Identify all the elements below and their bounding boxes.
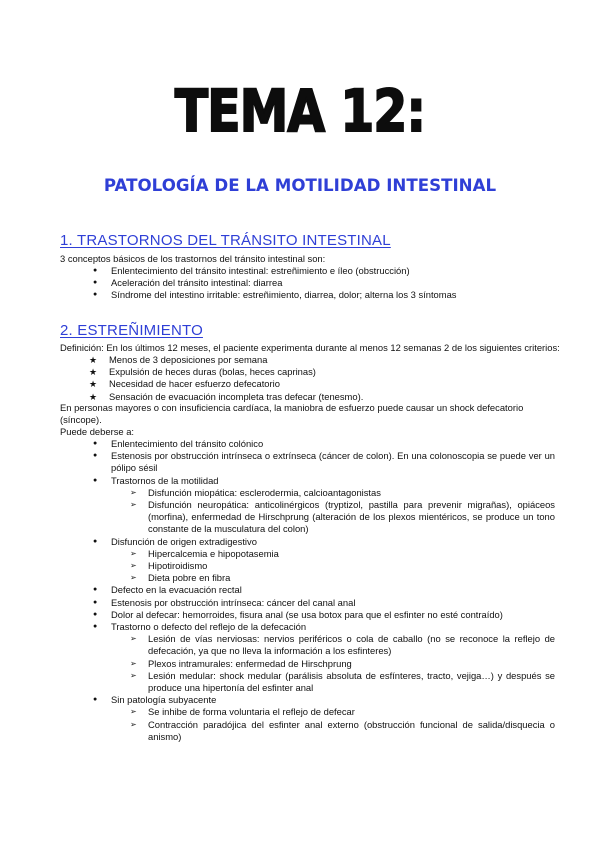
arrow-icon: ➢ — [130, 487, 137, 497]
bullet-icon: ● — [93, 267, 98, 274]
list-item: ● Defecto en la evacuación rectal — [93, 584, 242, 596]
arrow-icon: ➢ — [130, 500, 137, 510]
bullet-icon: ● — [93, 476, 98, 484]
criteria-list — [89, 354, 549, 403]
list-item: ➢ Dieta pobre en fibra — [130, 572, 231, 584]
causes-list — [93, 438, 555, 743]
arrow-icon: ➢ — [130, 658, 137, 668]
list-item: ● Sin patología subyacente ➢ Se inhibe de forma voluntaria el reflejo de defecar ➢ Contracción paradójica del esfinter anal externo (obstrucción funcional de salida/disquecia o anismo) — [93, 694, 555, 742]
list-item: ➢ Se inhibe de forma voluntaria el reflejo de defecar — [130, 706, 355, 718]
list-item: ➢ Lesión de vías nerviosas: nervios periféricos o cola de caballo (no se reconoce la reflejo de defecación, ya que no lleva la información a los esfinteres) — [130, 633, 555, 657]
list-item: ➢ Disfunción miopática: esclerodermia, calcioantagonistas — [130, 486, 381, 498]
list-item: ➢ Hipotiroidismo — [130, 560, 208, 572]
bullet-icon: ● — [93, 598, 98, 606]
list-item: ★ Menos de 3 deposiciones por semana — [89, 354, 268, 365]
motility-sublist — [130, 486, 555, 536]
list-item: ● Trastorno o defecto del reflejo de la defecación ➢ Lesión de vías nerviosas: nervios periféricos o cola de caballo (no se reconoce la reflejo de defecación, ya que no lleva la información a los esfinteres) ➢ Plexos intramurales: enfermedad de Hirschprung ➢ Lesión medular: shock medular (parálisis absoluta de esfínteres, tracto, vejiga…) y después se produce una hipertonía del esfinter anal — [93, 621, 555, 694]
section-2-heading: 2. ESTREÑIMIENTO — [60, 322, 203, 339]
arrow-icon: ➢ — [130, 719, 137, 729]
list-item: ● Disfunción de origen extradigestivo ➢ Hipercalcemia e hipopotasemia ➢ Hipotiroidismo ➢ Dieta pobre en fibra — [111, 536, 555, 585]
list-item: ➢ Hipercalcemia e hipopotasemia — [130, 547, 279, 559]
list-item: ★ Sensación de evacuación incompleta tras defecar (tenesmo). — [89, 390, 364, 402]
arrow-icon: ➢ — [130, 548, 137, 558]
causes-intro: Puede deberse a: — [60, 426, 135, 437]
definition-text: Definición: En los últimos 12 meses, el paciente experimenta durante al menos 12 semanas 2 de los siguientes criterios: — [60, 342, 560, 353]
bullet-icon: ● — [93, 291, 98, 299]
subtitle: PATOLOGÍA DE LA MOTILIDAD INTESTINAL — [103, 176, 497, 196]
star-icon: ★ — [89, 367, 98, 378]
list-item: ★ Expulsión de heces duras (bolas, heces caprinas) — [89, 366, 316, 378]
arrow-icon: ➢ — [130, 707, 137, 717]
extradigestive-sublist — [130, 547, 555, 585]
main-title: TEMA 12: — [174, 77, 426, 145]
no-pathology-sublist — [130, 706, 555, 743]
arrow-icon: ➢ — [130, 573, 137, 583]
arrow-icon: ➢ — [130, 634, 137, 644]
bullet-icon: ● — [93, 696, 98, 704]
bullet-icon: ● — [93, 610, 98, 618]
section-1-heading: 1. TRASTORNOS DEL TRÁNSITO INTESTINAL — [60, 232, 391, 249]
list-item: ➢ Plexos intramurales: enfermedad de Hirschprung — [130, 657, 352, 669]
list-item: ● Estenosis por obstrucción intrínseca o extrínseca (cáncer de colon). En una colonoscopia se puede ver un pólipo sésil — [93, 450, 555, 474]
section-1-intro: 3 conceptos básicos de los trastornos del tránsito intestinal son: — [60, 253, 326, 264]
list-item: ● Dolor al defecar: hemorroides, fisura anal (se usa botox para que el esfinter no esté contraído) — [93, 608, 503, 620]
list-item: ★ Necesidad de hacer esfuerzo defecatorio — [89, 378, 280, 390]
list-item: ➢ Contracción paradójica del esfinter anal externo (obstrucción funcional de salida/disquecia o anismo) — [130, 718, 555, 742]
list-item: ● Enlentecimiento del tránsito colónico — [93, 438, 264, 449]
bullet-icon: ● — [93, 440, 98, 447]
star-icon: ★ — [89, 391, 98, 402]
reflex-sublist — [130, 633, 555, 694]
list-item: ● Síndrome del intestino irritable: estreñimiento, diarrea, dolor; alterna los 3 síntomas — [93, 289, 457, 301]
list-item: ● Aceleración del tránsito intestinal: diarrea — [93, 277, 283, 289]
star-icon: ★ — [89, 355, 98, 365]
bullet-icon: ● — [93, 586, 98, 594]
arrow-icon: ➢ — [130, 561, 137, 571]
list-item: ● Trastornos de la motilidad ➢ Disfunción miopática: esclerodermia, calcioantagonistas ➢ Disfunción neuropática: anticolinérgicos (tryptizol, pastilla para prevenir migrañas), opiáceos (morfina), enfermedad de Hirschprung (alteración de los plexos mientéricos, se produce un tono constante de la musculatura del colon) — [93, 474, 555, 535]
bullet-icon: ● — [93, 279, 98, 287]
list-item: ● Enlentecimiento del tránsito intestinal: estreñimiento e íleo (obstrucción) — [93, 265, 410, 276]
bullet-icon: ● — [93, 623, 98, 631]
section-1-list — [93, 265, 551, 302]
list-item: ➢ Disfunción neuropática: anticolinérgicos (tryptizol, pastilla para prevenir migrañas), opiáceos (morfina), enfermedad de Hirschprung (alteración de los plexos mientéricos, se produce un tono constante de la musculatura del colon) — [130, 499, 555, 535]
star-icon: ★ — [89, 379, 98, 390]
arrow-icon: ➢ — [130, 670, 137, 680]
list-item: ● Estenosis por obstrucción intrínseca: cáncer del canal anal — [93, 596, 356, 608]
bullet-icon: ● — [93, 452, 98, 460]
elderly-note: En personas mayores o con insuficiencia cardíaca, la maniobra de esfuerzo puede causar un shock defecatorio (síncope). — [60, 402, 524, 426]
bullet-icon: ● — [93, 537, 98, 545]
list-item: ➢ Lesión medular: shock medular (parálisis absoluta de esfínteres, tracto, vejiga…) y después se produce una hipertonía del esfinter anal — [130, 669, 555, 694]
